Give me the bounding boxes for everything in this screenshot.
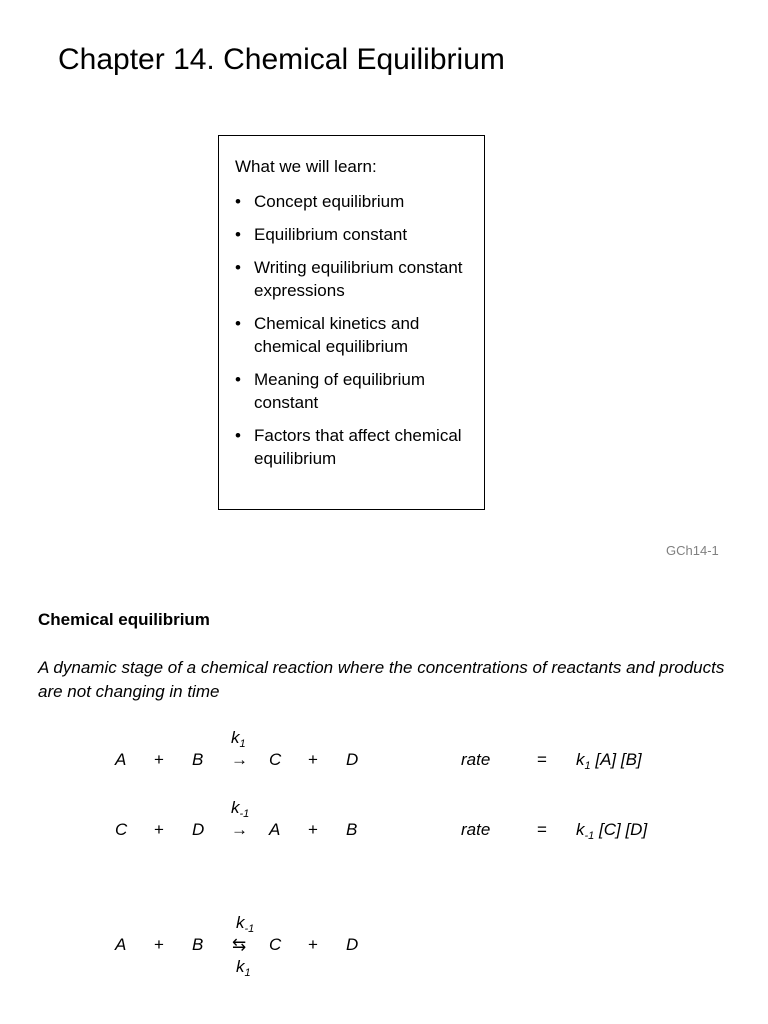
list-item: • Concept equilibrium <box>235 192 405 211</box>
reverse-rate-constant: $k_{-1}$ <box>231 798 250 820</box>
learning-objectives-heading: What we will learn: <box>235 157 377 176</box>
bullet-icon: • <box>235 258 241 277</box>
list-item: • Meaning of equilibrium constant <box>235 370 426 412</box>
forward-rate-constant: $k_1$ <box>231 728 246 750</box>
equilibrium-arrows-icon: ⇆ <box>232 935 247 954</box>
learning-objectives-list <box>235 190 469 480</box>
forward-arrow-icon: → <box>231 750 248 769</box>
definition-text: A dynamic stage of a chemical reaction where the concentrations of reactants and products are not changing in time <box>38 658 725 701</box>
list-item: • Factors that affect chemical equilibrium <box>235 426 462 468</box>
forward-rate-law: $k_1$ [A] [B] <box>576 750 642 772</box>
plus-sign: + <box>308 935 318 954</box>
bullet-icon: • <box>235 370 241 389</box>
plus-sign: + <box>154 935 164 954</box>
reactant-b: B <box>192 750 204 769</box>
page-title: Chapter 14. Chemical Equilibrium <box>58 43 505 76</box>
learning-objectives-box <box>218 135 485 510</box>
equilibrium-bottom-constant: $k_1$ <box>236 957 251 979</box>
bullet-icon: • <box>235 192 241 211</box>
reactant-a: A <box>115 750 127 769</box>
equals-sign: = <box>537 820 547 839</box>
section-heading: Chemical equilibrium <box>38 610 210 629</box>
plus-sign: + <box>308 820 318 839</box>
rate-label: rate <box>461 750 491 769</box>
reactant-c: C <box>115 820 128 839</box>
reactant-a: A <box>115 935 127 954</box>
forward-arrow-icon: → <box>231 820 248 839</box>
bullet-icon: • <box>235 225 241 244</box>
bullet-icon: • <box>235 426 241 445</box>
plus-sign: + <box>154 750 164 769</box>
list-item: • Writing equilibrium constant expressions <box>235 258 463 300</box>
rate-label: rate <box>461 820 491 839</box>
slide-id: GCh14-1 <box>666 543 719 558</box>
bullet-icon: • <box>235 314 241 333</box>
reactant-d: D <box>192 820 205 839</box>
reactant-b: B <box>192 935 204 954</box>
product-c: C <box>269 750 282 769</box>
list-item: • Equilibrium constant <box>235 225 408 244</box>
list-item: • Chemical kinetics and chemical equilibrium <box>235 314 420 356</box>
reverse-rate-law: $k_{-1}$ [C] [D] <box>576 820 648 842</box>
product-c: C <box>269 935 282 954</box>
equals-sign: = <box>537 750 547 769</box>
product-b: B <box>346 820 358 839</box>
equilibrium-top-constant: $k_{-1}$ <box>236 913 255 935</box>
product-d: D <box>346 935 359 954</box>
product-d: D <box>346 750 359 769</box>
plus-sign: + <box>308 750 318 769</box>
plus-sign: + <box>154 820 164 839</box>
product-a: A <box>269 820 281 839</box>
